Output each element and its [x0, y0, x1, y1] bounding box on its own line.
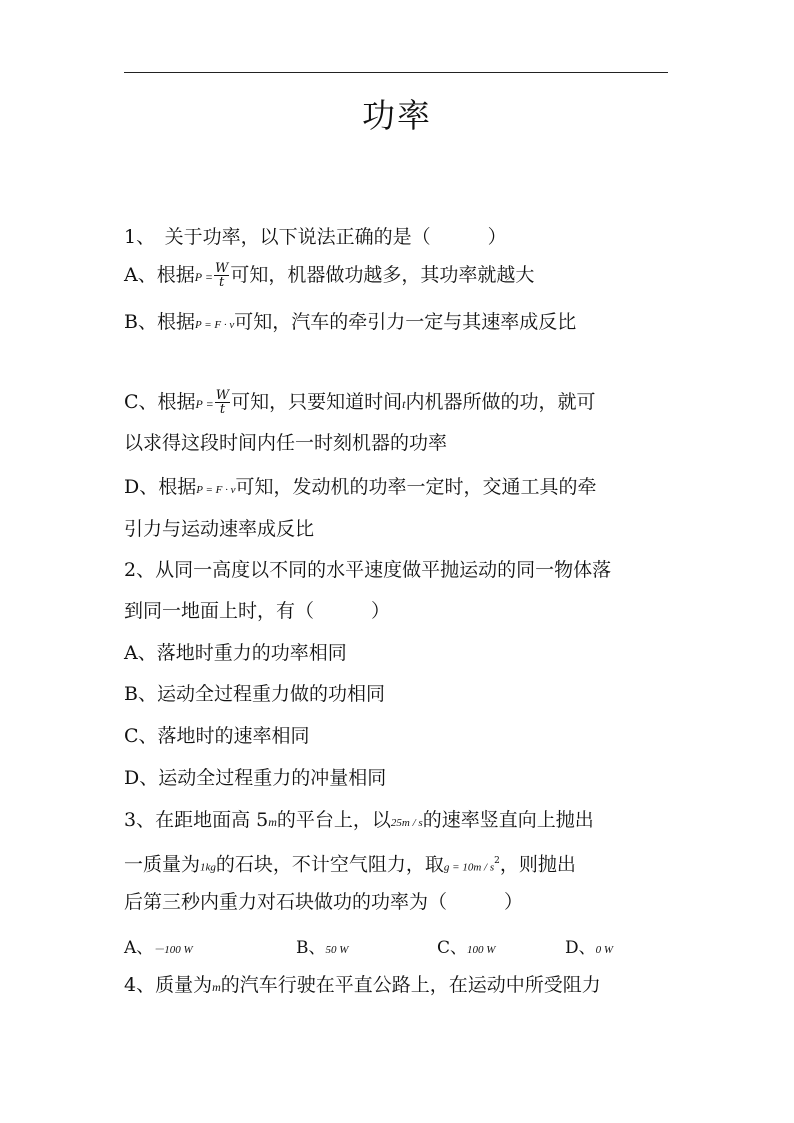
q3-option-d: D、0 W [565, 938, 614, 958]
header-rule [124, 72, 668, 73]
q1-option-c: C、根据P = $\frac{W}{t}$ 可知，只要知道时间t内机器所做的功，就可 [124, 388, 596, 417]
q3-stem-cont: 一质量为1kg的石块，不计空气阻力，取$g = 10m / s^2$，则抛出 [124, 853, 576, 876]
q2-option-c: C、落地时的速率相同 [124, 725, 310, 747]
q1-option-b: B、根据P = F · v可知，汽车的牵引力一定与其速率成反比 [124, 311, 577, 333]
q3-stem-cont2: 后第三秒内重力对石块做功的功率为（ ） [124, 891, 524, 913]
q2-option-b: B、运动全过程重力做的功相同 [124, 683, 385, 705]
q3-option-c: C、100 W [437, 938, 496, 958]
q1-stem: 1、 关于功率，以下说法正确的是（ ） [124, 226, 507, 248]
q1-option-d: D、根据P = F · v可知，发动机的功率一定时，交通工具的牵 [124, 476, 597, 498]
q1-option-a: A、根据P = $\frac{W}{t}$ 可知，机器做功越多，其功率就越大 [124, 261, 535, 290]
page-title: 功率 [362, 96, 432, 135]
q3-option-b: B、50 W [296, 938, 349, 958]
q1-option-d-cont: 引力与运动速率成反比 [124, 518, 315, 540]
q4-stem: 4、质量为m的汽车行驶在平直公路上，在运动中所受阻力 [124, 974, 601, 996]
q2-option-d: D、运动全过程重力的冲量相同 [124, 767, 387, 789]
q2-stem: 2、从同一高度以不同的水平速度做平抛运动的同一物体落 [124, 559, 612, 581]
q3-stem: 3、在距地面高 5m的平台上，以25m / s的速率竖直向上抛出 [124, 809, 594, 831]
q1-option-c-cont: 以求得这段时间内任一时刻机器的功率 [124, 432, 448, 454]
q2-option-a: A、落地时重力的功率相同 [124, 642, 347, 664]
q2-stem-cont: 到同一地面上时，有（ ） [124, 600, 391, 622]
q3-option-a: A、－100 W [124, 938, 193, 958]
